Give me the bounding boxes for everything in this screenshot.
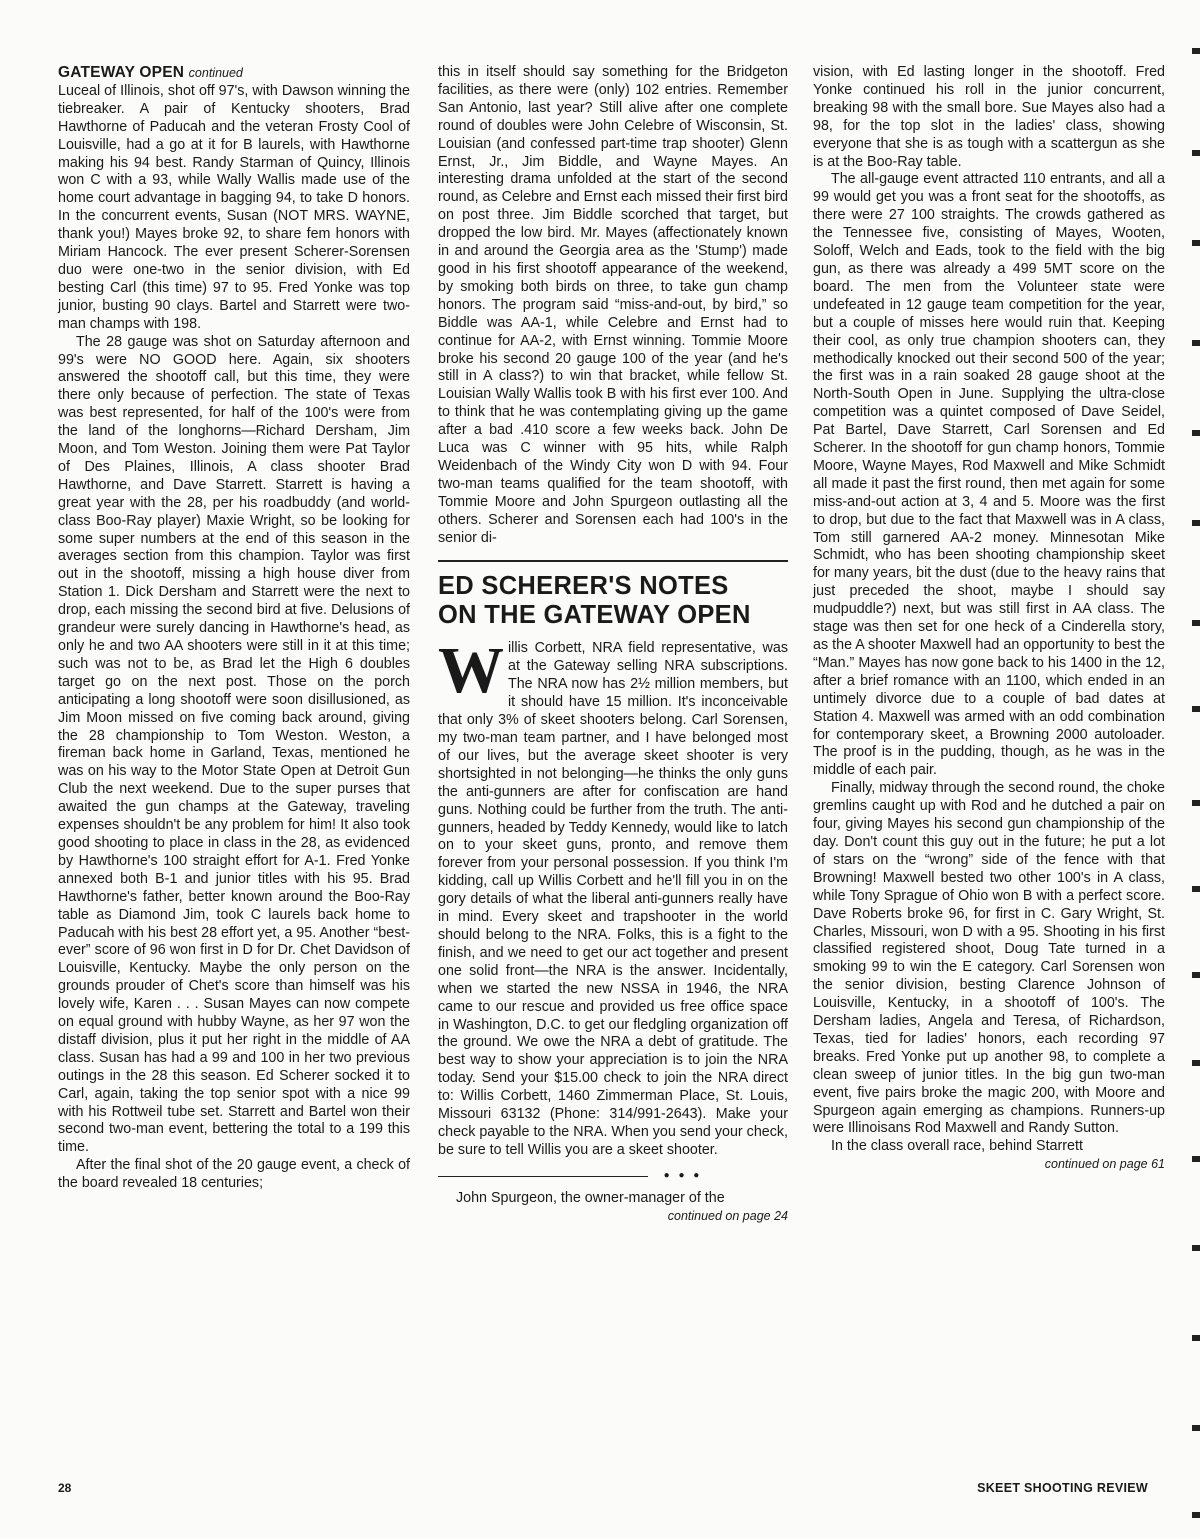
edge-mark [1192,706,1200,712]
edge-mark [1192,972,1200,978]
column-1 [58,64,410,1193]
edge-mark [1192,340,1200,346]
separator [438,1170,788,1182]
section-title [438,572,788,630]
publication-name: SKEET SHOOTING REVIEW [977,1481,1148,1495]
edge-mark [1192,1425,1200,1431]
paragraph: The 28 gauge was shot on Saturday afternoon and 99's were NO GOOD here. Again, six shooters answered the shootoff call, but this time, they were there only because of perfection. The state of Texas was best represented, for half of the 100's were from the land of the longhorns—Richard Dersham, Jim Moon, and Tom Weston. Joining them were Pat Taylor of Des Plaines, Illinois, A class shooter Brad Hawthorne, and Dave Starrett. Starrett is having a great year with the 28, per his roadbuddy (and world-class Boo-Ray player) Maxie Wright, so be looking for some super numbers at the end of this season in the averages section from this champion. Taylor was first out in the shootoff, missing a high house diver from Station 1. Dick Dersham and Starrett were the next to drop, each missing the second bird at five. Delusions of grandeur were surely dancing in Hawthorne's head, as only he and two AA shooters were still in it at this time; such was not to be, as Brad let the High 6 doubles target go on the next post. Those on the porch anticipating a long shootoff were soon disillusioned, as Jim Moon missed on five coming back around, giving the 28 championship to Tom Weston. Weston, a fireman back home in Garland, Texas, mentioned he was on his way to the Motor State Open at Detroit Gun Club the next weekend. Due to the super purses that awaited the gun champs at the Gateway, traveling expenses shouldn't be any problem for him! It also took good shooting to place in class in the 28, as evidenced by Hawthorne's 100 straight effort for A-1. Fred Yonke annexed both B-1 and junior titles with his 95. Brad Hawthorne's father, better known around the Boo-Ray table as Diamond Jim, took C laurels back home to Paducah with his best 28 effort yet, a 95. Another “best-ever” score of 96 won first in D for Dr. Chet Davidson of Louisville, Kentucky. Maybe the only person on the grounds prouder of Chet's score than himself was his lovely wife, Karen . . . Susan Mayes can now compete on equal ground with hubby Wayne, as her 97 won the distaff division, plus it put her right in the middle of AA class. Susan has had a 99 and 100 in her two previous outings in the 28 this season. Ed Scherer socked it to Carl, again, taking the top senior spot with a nice 99 with his Rottweil tube set. Starrett and Bartel won their second two-man event, bettering the total to a 199 this time. [58,333,410,1156]
edge-mark [1192,430,1200,436]
running-head [58,64,410,83]
section-title-line-2: ON THE GATEWAY OPEN [438,601,751,630]
edge-mark [1192,620,1200,626]
edge-mark [1192,1060,1200,1066]
edge-mark [1192,1512,1200,1518]
paragraph: After the final shot of the 20 gauge event, a check of the board revealed 18 centuries; [58,1157,410,1192]
edge-mark [1192,520,1200,526]
page-number: 28 [58,1481,72,1495]
column-3 [813,64,1165,1172]
edge-mark [1192,48,1200,54]
continued-note: continued on page 24 [667,1208,788,1223]
separator-dots: ● ● ● [660,1170,707,1181]
section-body-text: illis Corbett, NRA field representative, was at the Gateway selling NRA subscriptions. The NRA now has 2½ million members, but it should have 15 million. It's inconceivable that only 3% of skeet shooters belong. Carl Sorensen, my two-man team partner, and I have belonged most of our lives, but the average skeet shooter is very shortsighted in not belonging—he thinks the only guns the anti-gunners are after for confiscation are hand guns. Nothing could be further from the truth. The anti-gunners, headed by Teddy Kennedy, would like to latch on to your skeet guns, pronto, and remove them forever from your personal possession. If you think I'm kidding, call up Willis Corbett and he'll fill you in on the gory details of what the liberal anti-gunners really have in mind. Every skeet and trapshooter in the world should belong to the NRA. Folks, this is a fight to the finish, and we need to get our act together and present one solid front—the NRA is the answer. Incidentally, when we started the new NSSA in 1946, the NRA came to our rescue and provided us free office space in Washington, D.C. to get our fledgling organization off the ground. We owe the NRA a debt of gratitude. The best way to show your appreciation is to join the NRA today. Send your $15.00 check to join the NRA direct to: Willis Corbett, 1460 Zimmerman Place, St. Louis, Missouri 63132 (Phone: 314/991-2643). Make your check payable to the NRA. When you send your check, be sure to tell Willis you are a skeet shooter. [438,640,788,1158]
edge-mark [1192,240,1200,246]
drop-cap: W [438,634,504,708]
section-body [438,634,788,1159]
paragraph: vision, with Ed lasting longer in the shootoff. Fred Yonke continued his roll in the junior concurrent, breaking 98 with the small bore. Sue Mayes also had a 98, for the top slot in the ladies' class, showing everyone that she is as tough with a scattergun as she is at the Boo-Ray table. [813,64,1165,170]
paragraph: Finally, midway through the second round, the choke gremlins caught up with Rod and he dutched a pair on four, giving Mayes his second gun championship of the day. Don't count this guy out in the future; he put a lot of stars on the “wrong” side of the fence with that Browning! Maxwell bested two other 100's in A class, while Tony Sprague of Ohio won B with a perfect score. Dave Roberts broke 96, for first in C. Gary Wright, St. Charles, Missouri, won D with a 95. Shooting in his first classified registered shoot, Doug Tate turned in a smoking 99 to win the E category. Carl Sorensen won the senior division, besting Clarence Johnson of Louisville, Kentucky, in a shootoff of 100's. The Dersham ladies, Angela and Teresa, of Richardson, Texas, tied for ladies' honors, each recording 97 breaks. Fred Yonke put up another 98, to complete a clean sweep of junior titles. In the big gun two-man event, five pairs broke the magic 200, with Moore and Spurgeon again emerging as champions. Runners-up were Illinoisans Rod Maxwell and Randy Sutton. [813,780,1165,1137]
column-2 [438,64,788,1224]
edge-mark [1192,886,1200,892]
section-title-line-1: ED SCHERER'S NOTES [438,572,729,601]
edge-mark [1192,1335,1200,1341]
running-head-continued: continued [188,66,243,80]
running-head-title: GATEWAY OPEN [58,64,185,81]
paragraph: this in itself should say something for the Bridgeton facilities, as there were (only) 102 entries. Remember San Antonio, last year? Still alive after one complete round of doubles were John Celebre of Wisconsin, St. Louisian (and confessed part-time trap shooter) Glenn Ernst, Jr., Jim Biddle, and Wayne Mayes. An interesting drama unfolded at the start of the second round, as Celebre and Ernst each missed their first bird on post three. Jim Biddle scorched that target, but dropped the low bird. Mr. Mayes (affectionately known in and around the Georgia area as the 'Stump') made good in his first shootoff appearance of the weekend, by smoking both birds on three, to take gun champ honors. The program said “miss-and-out, by bird,” so Biddle was AA-1, while Celebre and Ernst had to continue for AA-2, with Ernst winning. Tommie Moore broke his second 20 gauge 100 of the year (and he's still in A class?) to win that bracket, while fellow St. Louisian Wally Wallis took B with his first ever 100. And to think that he was contemplating giving up the game after a bad .410 score a few weeks back. John De Luca was C winner with 95 hits, while Ralph Weidenbach of the Windy City won D with 94. Four two-man teams qualified for the team shootoff, with Tommie Moore and John Spurgeon outlasting all the others. Scherer and Sorensen each had 100's in the senior di- [438,64,788,546]
edge-mark [1192,1156,1200,1162]
edge-mark [1192,150,1200,156]
paragraph: In the class overall race, behind Starrett [831,1138,1083,1155]
continued-note: continued on page 61 [1044,1157,1165,1172]
edge-mark [1192,1245,1200,1251]
paragraph: Luceal of Illinois, shot off 97's, with Dawson winning the tiebreaker. A pair of Kentucky shooters, Brad Hawthorne of Paducah and the veteran Frosty Cool of Louisville, had a go at it for B laurels, with Hawthorne making his 94 best. Randy Starman of Quincy, Illinois won C with a 93, while Wally Wallis made use of the home court advantage in bagging 94, to take D honors. In the concurrent events, Susan (NOT MRS. WAYNE, thank you!) Mayes broke 92, to share fem honors with Miriam Hancock. The ever present Scherer-Sorensen duo were one-two in the senior division, with Ed besting Carl (this time) 97 to 95. Fred Yonke was top junior, busting 90 clays. Bartel and Starrett were two-man champs with 198. [58,82,410,332]
edge-mark [1192,800,1200,806]
paragraph: The all-gauge event attracted 110 entrants, and all a 99 would get you was a front seat for the shootoffs, as there were 27 100 straights. The crowds gathered as the Tennessee five, consisting of Mayes, Wooten, Soloff, Welch and Eads, took to the field with the big gun, as there was already a 499 5MT score on the board. The men from the Volunteer state were undefeated in 12 gauge team competition for the year, but a couple of misses here would ruin that. Keeping their cool, as only true champion shooters can, they methodically knocked out their second 500 of the year; the first was in a rain soaked 28 gauge shoot at the North-South Open in June. Supplying the ultra-close competition was a quintet composed of Dave Seidel, Pat Bartel, Dave Starrett, Carl Sorensen and Ed Scherer. In the shootoff for gun champ honors, Tommie Moore, Wayne Mayes, Rod Maxwell and Mike Schmidt all made it past the first round, then met again for some miss-and-out action at 3, 4 and 5. Moore was the first to drop, but due to the fact that Maxwell was in A class, Tom still garnered AA-2 money. Minnesotan Mike Schmidt, who has been shooting championship skeet for many years, bit the dust (due to the heavy rains that just preceded the shoot, maybe I should say mudpuddle?) next, but was still first in AA class. The stage was then set for one heck of a Cinderella story, as the A shooter Maxwell had an opportunity to best the “Man.” Mayes has now gone back to his 1400 in the 12, after a brief romance with an 1100, which ended in an untimely divorce due to a couple of bad dates at Station 4. Maxwell was armed with an odd combination for contemporary skeet, a Browning 2000 autoloader. The proof is in the pudding, though, as he was in the middle of each pair. [813,171,1165,779]
paragraph: John Spurgeon, the owner-manager of the [456,1189,725,1206]
section-divider [438,560,788,562]
